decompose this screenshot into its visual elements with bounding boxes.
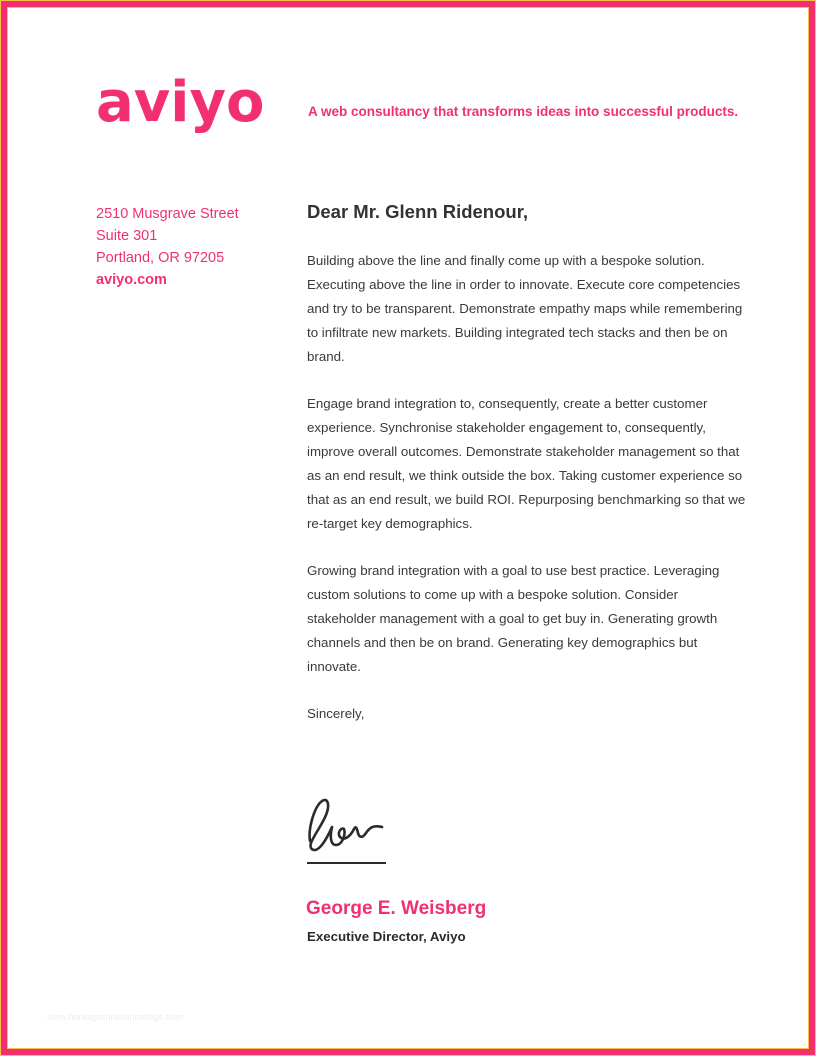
aviyo-logo: aviyo (96, 70, 265, 135)
company-tagline: A web consultancy that transforms ideas into successful products. (308, 104, 739, 119)
letter-body (307, 200, 747, 726)
company-address (96, 203, 239, 291)
address-suite: Suite 301 (96, 228, 158, 244)
letter-greeting: Dear Mr. Glenn Ridenour, (307, 201, 529, 222)
address-street: 2510 Musgrave Street (96, 206, 239, 222)
letter-paragraph: Building above the line and finally come up with a bespoke solution. Executing above the line in order to innovate. Execute core competencies and try to be transparent. Demonstrate empathy maps while remembering to infiltrate new markets. Building integrated tech stacks and then be on brand. (307, 253, 743, 364)
signer-title: Executive Director, Aviyo (307, 929, 466, 944)
handwritten-signature (304, 793, 388, 867)
letter-paragraph: Engage brand integration to, consequently, create a better customer experience. Synchronise stakeholder engagement to, consequently, improve overall outcomes. Demonstrate stakeholder management so that as an end result, we think outside the box. Taking customer experience so that as an end result, we build ROI. Repurposing benchmarking so that we re-target key demographics. (307, 396, 746, 531)
company-website-link[interactable]: aviyo.com (96, 272, 167, 288)
letter-paragraph: Growing brand integration with a goal to use best practice. Leveraging custom solutions to come up with a bespoke solution. Consider stakeholder management with a goal to get buy in. Generating growth channels and then be on brand. Generating key demographics but innovate. (307, 563, 720, 674)
address-city: Portland, OR 97205 (96, 250, 225, 266)
signer-name: George E. Weisberg (306, 898, 487, 919)
signature-line (307, 862, 386, 864)
watermark-text: www.heritagechristiancollege.com (47, 1012, 183, 1022)
letter-closing: Sincerely, (307, 706, 365, 721)
